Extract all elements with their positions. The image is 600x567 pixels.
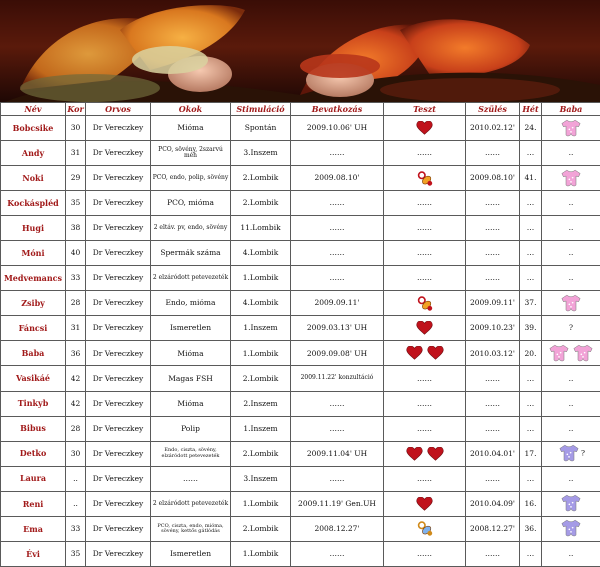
age-cell: 35 <box>66 541 86 566</box>
doctor-cell: Dr Vereczkey <box>86 166 151 191</box>
birth-date-cell: …… <box>466 241 520 266</box>
table-row <box>1 316 600 341</box>
baby-cell <box>542 466 600 491</box>
table-row <box>1 266 600 291</box>
table-row <box>1 141 600 166</box>
name-cell: Hugi <box>1 216 66 241</box>
column-header: Kor <box>66 103 86 116</box>
table-row <box>1 191 600 216</box>
heart-icon <box>406 346 423 360</box>
age-cell: 33 <box>66 266 86 291</box>
birth-date-cell: …… <box>466 216 520 241</box>
cause-cell: PCO, mióma <box>151 191 231 216</box>
onesie-icon <box>561 169 581 188</box>
baby-cell <box>542 141 600 166</box>
week-cell: 37. <box>520 291 542 316</box>
test-cell: …… <box>384 191 466 216</box>
test-cell <box>384 291 466 316</box>
stimulation-cell: 3.Inszem <box>231 141 291 166</box>
age-cell: 30 <box>66 116 86 141</box>
cause-cell: Magas FSH <box>151 366 231 391</box>
stimulation-cell: 2.Lombik <box>231 516 291 541</box>
week-cell: 41. <box>520 166 542 191</box>
doctor-cell: Dr Vereczkey <box>86 541 151 566</box>
stimulation-cell: 1.Lombik <box>231 541 291 566</box>
cause-cell: 2 elzáródott petevezeték <box>151 266 231 291</box>
birth-date-cell: 2008.12.27' <box>466 516 520 541</box>
procedure-cell: …… <box>291 466 384 491</box>
age-cell: .. <box>66 466 86 491</box>
week-cell: … <box>520 216 542 241</box>
test-cell <box>384 441 466 466</box>
test-cell: …… <box>384 416 466 441</box>
procedure-cell: 2009.11.04' UH <box>291 441 384 466</box>
baby-note: .. <box>569 424 574 433</box>
week-cell: … <box>520 466 542 491</box>
name-cell: Laura <box>1 466 66 491</box>
age-cell: 40 <box>66 241 86 266</box>
stimulation-cell: 2.Lombik <box>231 166 291 191</box>
name-cell: Baba <box>1 341 66 366</box>
name-cell: Andy <box>1 141 66 166</box>
stimulation-cell: 1.Lombik <box>231 266 291 291</box>
column-header: Baba <box>542 103 600 116</box>
stimulation-cell: 4.Lombik <box>231 241 291 266</box>
birth-date-cell: …… <box>466 191 520 216</box>
procedure-cell: 2009.10.06' UH <box>291 116 384 141</box>
table-row <box>1 491 600 516</box>
onesie-icon <box>561 494 581 513</box>
week-cell: 24. <box>520 116 542 141</box>
test-cell <box>384 116 466 141</box>
name-cell: Medvemancs <box>1 266 66 291</box>
week-cell: 20. <box>520 341 542 366</box>
doctor-cell: Dr Vereczkey <box>86 116 151 141</box>
column-header: Bevatkozás <box>291 103 384 116</box>
cause-cell: Endo, mióma <box>151 291 231 316</box>
age-cell: 28 <box>66 416 86 441</box>
column-header: Orvos <box>86 103 151 116</box>
cause-cell: Mióma <box>151 391 231 416</box>
procedure-cell: …… <box>291 266 384 291</box>
table-row <box>1 541 600 566</box>
name-cell: Kockáspléd <box>1 191 66 216</box>
table-row <box>1 391 600 416</box>
procedure-cell: …… <box>291 416 384 441</box>
baby-note: .. <box>569 223 574 232</box>
onesie-icon <box>561 294 581 313</box>
doctor-cell: Dr Vereczkey <box>86 341 151 366</box>
heart-icon <box>406 447 423 461</box>
stimulation-cell: Spontán <box>231 116 291 141</box>
test-cell: …… <box>384 366 466 391</box>
column-header: Név <box>1 103 66 116</box>
fairy-babies-illustration <box>0 0 600 104</box>
test-cell <box>384 516 466 541</box>
week-cell: … <box>520 141 542 166</box>
table-row <box>1 516 600 541</box>
baby-cell <box>542 341 600 366</box>
baby-cell <box>542 541 600 566</box>
week-cell: … <box>520 366 542 391</box>
test-cell <box>384 166 466 191</box>
onesie-icon <box>561 519 581 538</box>
table-row <box>1 366 600 391</box>
baby-cell <box>542 391 600 416</box>
table-row <box>1 291 600 316</box>
cause-cell: 2 eltáv. pv, endo, sövény <box>151 216 231 241</box>
name-cell: Tinkyb <box>1 391 66 416</box>
table-row <box>1 116 600 141</box>
baby-cell <box>542 291 600 316</box>
procedure-cell: 2008.12.27' <box>291 516 384 541</box>
week-cell: … <box>520 241 542 266</box>
cause-cell: 2 elzáródott petevezeték <box>151 491 231 516</box>
column-header: Teszt <box>384 103 466 116</box>
table-row <box>1 441 600 466</box>
age-cell: 30 <box>66 441 86 466</box>
baby-note: .. <box>569 273 574 282</box>
birth-date-cell: …… <box>466 416 520 441</box>
cause-cell: PCO, ciszta, endo, mióma, sövény, kettős gátlódás <box>151 516 231 541</box>
name-cell: Fáncsi <box>1 316 66 341</box>
birth-date-cell: 2010.04.01' <box>466 441 520 466</box>
baby-note: ? <box>581 449 585 458</box>
baby-cell <box>542 316 600 341</box>
week-cell: … <box>520 266 542 291</box>
heart-icon <box>427 447 444 461</box>
age-cell: 38 <box>66 216 86 241</box>
stimulation-cell: 2.Lombik <box>231 191 291 216</box>
doctor-cell: Dr Vereczkey <box>86 416 151 441</box>
birth-date-cell: 2010.03.12' <box>466 341 520 366</box>
pacifier-icon <box>417 295 433 312</box>
age-cell: .. <box>66 491 86 516</box>
name-cell: Bibus <box>1 416 66 441</box>
heart-icon <box>416 497 433 511</box>
doctor-cell: Dr Vereczkey <box>86 366 151 391</box>
name-cell: Reni <box>1 491 66 516</box>
baby-cell <box>542 191 600 216</box>
table-body <box>1 116 600 567</box>
onesie-icon <box>559 444 579 463</box>
baby-cell <box>542 366 600 391</box>
name-cell: Vasikáé <box>1 366 66 391</box>
age-cell: 42 <box>66 391 86 416</box>
baby-cell <box>542 491 600 516</box>
pacifier-icon <box>417 170 433 187</box>
doctor-cell: Dr Vereczkey <box>86 216 151 241</box>
baby-cell <box>542 516 600 541</box>
cause-cell: Ismeretlen <box>151 316 231 341</box>
baby-note: ? <box>569 323 573 332</box>
doctor-cell: Dr Vereczkey <box>86 491 151 516</box>
birth-date-cell: 2010.04.09' <box>466 491 520 516</box>
week-cell: 36. <box>520 516 542 541</box>
stimulation-cell: 3.Inszem <box>231 466 291 491</box>
name-cell: Móni <box>1 241 66 266</box>
doctor-cell: Dr Vereczkey <box>86 266 151 291</box>
baby-cell <box>542 416 600 441</box>
week-cell: … <box>520 391 542 416</box>
heart-icon <box>416 121 433 135</box>
baby-cell <box>542 241 600 266</box>
test-cell: …… <box>384 241 466 266</box>
doctor-cell: Dr Vereczkey <box>86 466 151 491</box>
test-cell <box>384 491 466 516</box>
procedure-cell: 2009.11.19' Gen.UH <box>291 491 384 516</box>
doctor-cell: Dr Vereczkey <box>86 241 151 266</box>
baby-note: .. <box>569 198 574 207</box>
week-cell: … <box>520 191 542 216</box>
stimulation-cell: 4.Lombik <box>231 291 291 316</box>
cause-cell: Endo, cisztа, sövény, elzáródott petevezeték <box>151 441 231 466</box>
column-header: Stimuláció <box>231 103 291 116</box>
cause-cell: Mióma <box>151 116 231 141</box>
doctor-cell: Dr Vereczkey <box>86 191 151 216</box>
name-cell: Bobcsike <box>1 116 66 141</box>
week-cell: … <box>520 416 542 441</box>
baby-note: .. <box>569 148 574 157</box>
ivf-tracking-table <box>0 102 600 567</box>
cause-cell: Mióma <box>151 341 231 366</box>
birth-date-cell: …… <box>466 391 520 416</box>
procedure-cell: 2009.08.10' <box>291 166 384 191</box>
baby-note: .. <box>569 474 574 483</box>
procedure-cell: 2009.09.08' UH <box>291 341 384 366</box>
test-cell <box>384 316 466 341</box>
onesie-icon <box>561 119 581 138</box>
baby-cell <box>542 116 600 141</box>
week-cell: … <box>520 541 542 566</box>
cause-cell: …… <box>151 466 231 491</box>
header-row <box>1 103 600 116</box>
birth-date-cell: 2009.10.23' <box>466 316 520 341</box>
doctor-cell: Dr Vereczkey <box>86 316 151 341</box>
cause-cell: Polip <box>151 416 231 441</box>
birth-date-cell: …… <box>466 541 520 566</box>
table-row <box>1 416 600 441</box>
procedure-cell: …… <box>291 141 384 166</box>
age-cell: 35 <box>66 191 86 216</box>
cause-cell: Spermák száma <box>151 241 231 266</box>
procedure-cell: 2009.09.11' <box>291 291 384 316</box>
stimulation-cell: 11.Lombik <box>231 216 291 241</box>
name-cell: Ema <box>1 516 66 541</box>
name-cell: Zsiby <box>1 291 66 316</box>
cause-cell: PCO, endo, polip, sövény <box>151 166 231 191</box>
column-header: Okok <box>151 103 231 116</box>
birth-date-cell: 2009.08.10' <box>466 166 520 191</box>
baby-note: .. <box>569 248 574 257</box>
pacifier-icon <box>417 520 433 537</box>
table-row <box>1 166 600 191</box>
baby-cell <box>542 166 600 191</box>
cause-cell: Ismeretlen <box>151 541 231 566</box>
column-header: Hét <box>520 103 542 116</box>
baby-note: .. <box>569 399 574 408</box>
onesie-icon <box>573 344 593 363</box>
week-cell: 16. <box>520 491 542 516</box>
test-cell: …… <box>384 466 466 491</box>
table-row <box>1 466 600 491</box>
procedure-cell: …… <box>291 541 384 566</box>
test-cell <box>384 341 466 366</box>
stimulation-cell: 2.Lombik <box>231 366 291 391</box>
doctor-cell: Dr Vereczkey <box>86 516 151 541</box>
test-cell: …… <box>384 141 466 166</box>
stimulation-cell: 1.Lombik <box>231 341 291 366</box>
test-cell: …… <box>384 266 466 291</box>
birth-date-cell: …… <box>466 266 520 291</box>
week-cell: 39. <box>520 316 542 341</box>
procedure-cell: …… <box>291 216 384 241</box>
age-cell: 29 <box>66 166 86 191</box>
doctor-cell: Dr Vereczkey <box>86 291 151 316</box>
procedure-cell: …… <box>291 241 384 266</box>
age-cell: 31 <box>66 141 86 166</box>
baby-note: .. <box>569 374 574 383</box>
column-header: Szülés <box>466 103 520 116</box>
name-cell: Detko <box>1 441 66 466</box>
procedure-cell: …… <box>291 191 384 216</box>
birth-date-cell: 2009.09.11' <box>466 291 520 316</box>
test-cell: …… <box>384 541 466 566</box>
doctor-cell: Dr Vereczkey <box>86 141 151 166</box>
table-row <box>1 216 600 241</box>
test-cell: …… <box>384 216 466 241</box>
baby-note: .. <box>569 549 574 558</box>
age-cell: 42 <box>66 366 86 391</box>
heart-icon <box>416 321 433 335</box>
baby-cell <box>542 266 600 291</box>
stimulation-cell: 2.Lombik <box>231 441 291 466</box>
cause-cell: PCO, sövény, 2szarvú méh <box>151 141 231 166</box>
age-cell: 28 <box>66 291 86 316</box>
test-cell: …… <box>384 391 466 416</box>
stimulation-cell: 1.Inszem <box>231 416 291 441</box>
name-cell: Noki <box>1 166 66 191</box>
age-cell: 31 <box>66 316 86 341</box>
stimulation-cell: 2.Inszem <box>231 391 291 416</box>
birth-date-cell: …… <box>466 366 520 391</box>
baby-cell <box>542 441 600 466</box>
header-banner <box>0 0 600 104</box>
baby-cell <box>542 216 600 241</box>
onesie-icon <box>549 344 569 363</box>
age-cell: 36 <box>66 341 86 366</box>
name-cell: Évi <box>1 541 66 566</box>
doctor-cell: Dr Vereczkey <box>86 391 151 416</box>
table-row <box>1 241 600 266</box>
procedure-cell: 2009.03.13' UH <box>291 316 384 341</box>
birth-date-cell: 2010.02.12' <box>466 116 520 141</box>
age-cell: 33 <box>66 516 86 541</box>
procedure-cell: …… <box>291 391 384 416</box>
week-cell: 17. <box>520 441 542 466</box>
table-row <box>1 341 600 366</box>
stimulation-cell: 1.Inszem <box>231 316 291 341</box>
heart-icon <box>427 346 444 360</box>
birth-date-cell: …… <box>466 141 520 166</box>
procedure-cell: 2009.11.22' konzultáció <box>291 366 384 391</box>
doctor-cell: Dr Vereczkey <box>86 441 151 466</box>
birth-date-cell: …… <box>466 466 520 491</box>
stimulation-cell: 1.Lombik <box>231 491 291 516</box>
